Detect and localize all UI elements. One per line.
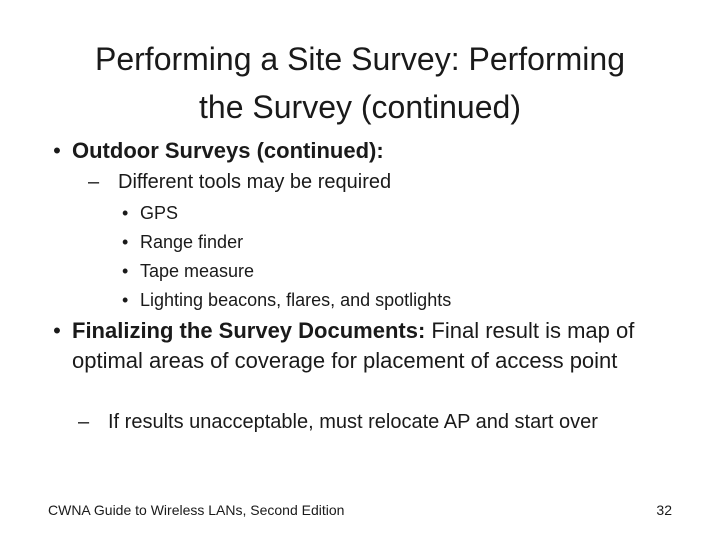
slide-title-line-2: the Survey (continued) [199, 89, 521, 125]
sub-bullet-different-tools [88, 169, 688, 195]
bullet-finalizing-survey-body [72, 316, 668, 376]
bullet-marker: • [122, 203, 129, 223]
sub-bullet-different-tools-text: Different tools may be required [118, 171, 392, 193]
footer-source: CWNA Guide to Wireless LANs, Second Edition [48, 502, 345, 518]
tool-item-text: Tape measure [140, 261, 255, 281]
tool-item-text: Range finder [140, 232, 244, 252]
bullet-outdoor-surveys [42, 136, 702, 166]
slide-number: 32 [656, 502, 672, 518]
tool-item-text: GPS [140, 203, 179, 223]
bullet-outdoor-surveys-label: Outdoor Surveys (continued): [72, 138, 384, 163]
sub-bullet-results-unacceptable [78, 409, 678, 435]
tool-item-lighting [122, 286, 682, 315]
tool-item-tape-measure [122, 257, 682, 286]
sub-bullet-results-unacceptable-text: If results unacceptable, must relocate AP and start over [108, 411, 598, 433]
dash-marker: – [78, 411, 90, 433]
bullet-finalizing-survey-label: Finalizing the Survey Documents: [72, 318, 426, 343]
dash-marker: – [88, 171, 100, 193]
bullet-marker: • [122, 261, 129, 281]
slide-title-line-1: Performing a Site Survey: Performing [95, 41, 625, 77]
slide-title [20, 35, 700, 131]
bullet-marker: • [122, 290, 129, 310]
tool-item-text: Lighting beacons, flares, and spotlights [140, 290, 452, 310]
bullet-marker: • [53, 138, 61, 163]
tool-item-range-finder [122, 228, 682, 257]
bullet-finalizing-survey-text: Final result is map of optimal areas of coverage for placement of access point [72, 318, 635, 373]
bullet-finalizing-survey [42, 316, 672, 376]
tool-item-gps [122, 199, 682, 228]
bullet-marker: • [122, 232, 129, 252]
bullet-marker: • [53, 318, 61, 343]
